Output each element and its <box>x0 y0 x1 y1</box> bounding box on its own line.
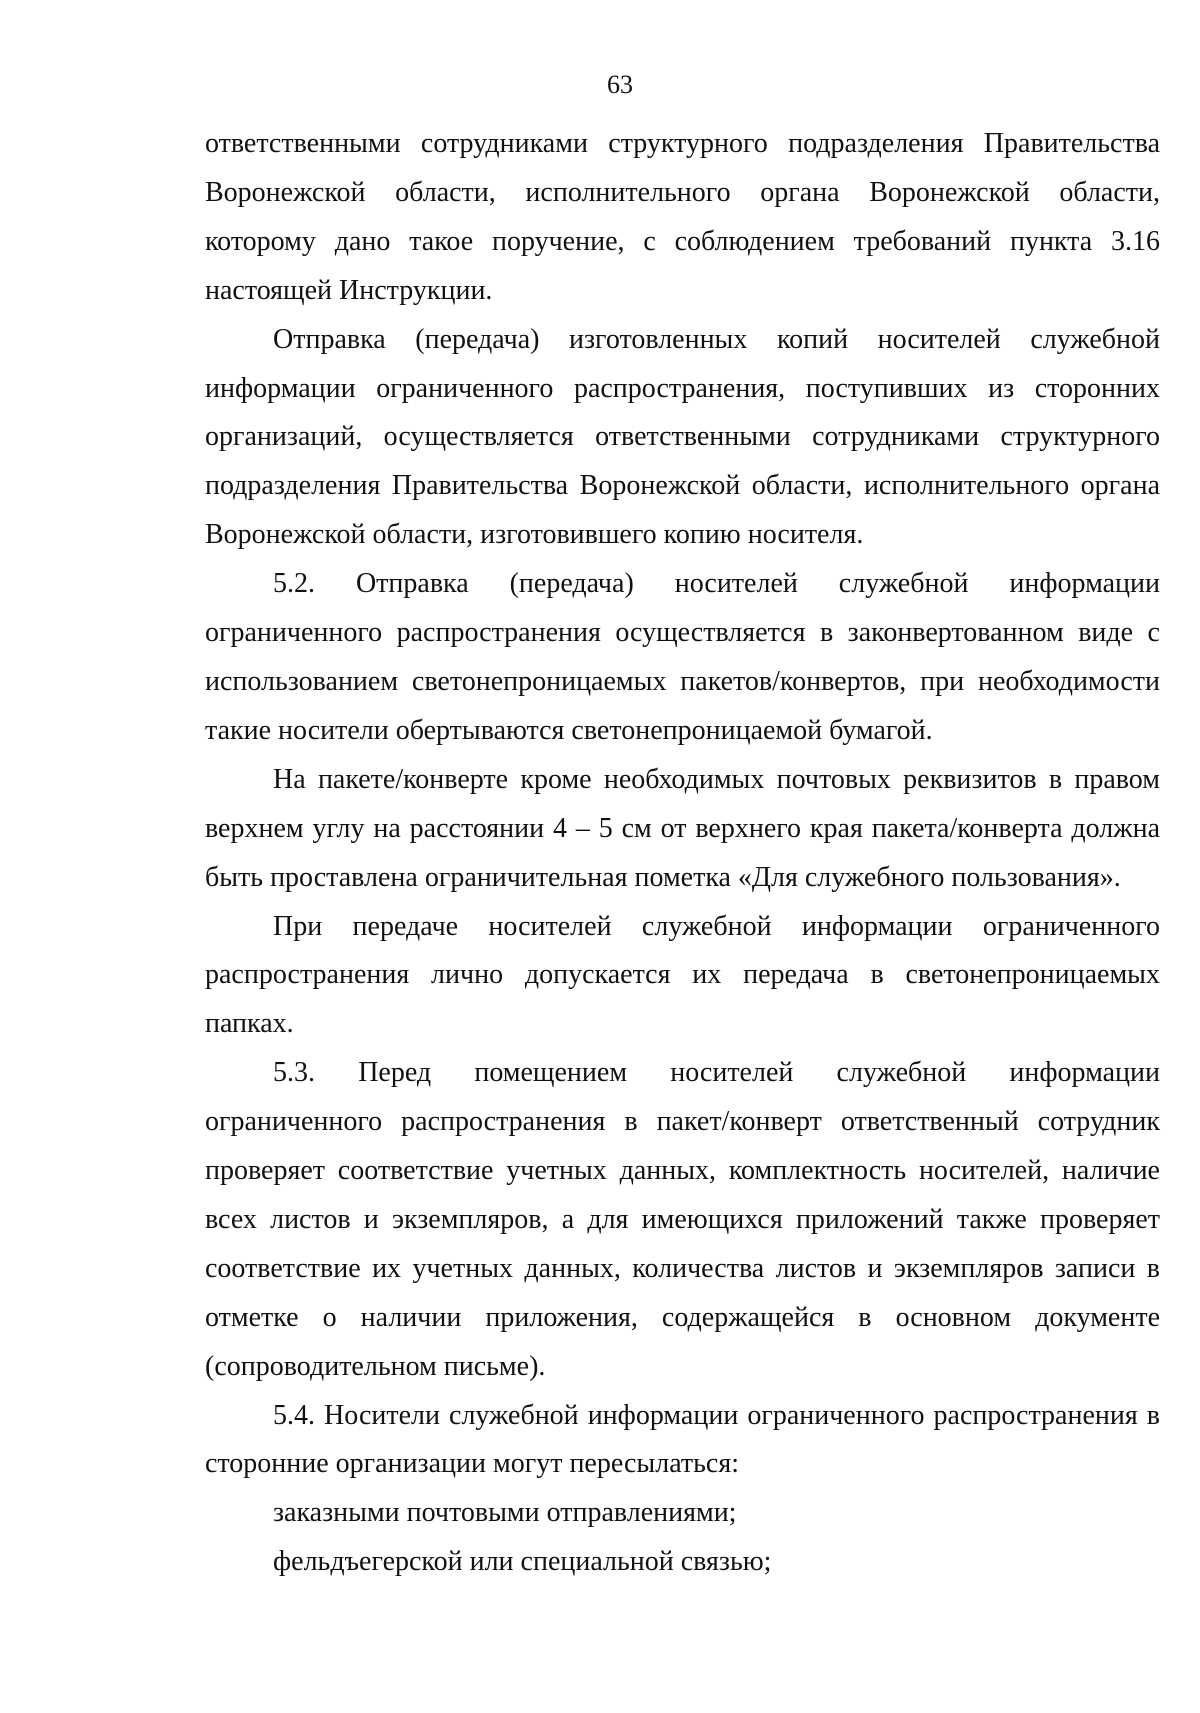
paragraph-personal-transfer: При передаче носителей служебной информации ограниченного распространения лично допускается их передача в светонепроницаемых папках. <box>205 910 1160 1040</box>
paragraph-envelope-marking: На пакете/конверте кроме необходимых почтовых реквизитов в правом верхнем углу на расстоянии 4 – 5 см от верхнего края пакета/конверта должна быть проставлена ограничительная пометка «Для служебного пользования». <box>205 763 1160 893</box>
list-item-registered-mail: заказными почтовыми отправлениями; <box>273 1497 737 1529</box>
paragraph-copy-dispatch: Отправка (передача) изготовленных копий носителей служебной информации ограниченного распространения, поступивших из сторонних организаций, осуществляется ответственными сотрудниками структурного подразделения Правительства Воронежской области, исполнительного органа Воронежской области, изготовившего копию носителя. <box>205 323 1160 551</box>
paragraph-5-2: 5.2. Отправка (передача) носителей служебной информации ограниченного распространения осуществляется в законвертованном виде с использованием светонепроницаемых пакетов/конвертов, при необходимости такие носители обертываются светонепроницаемой бумагой. <box>205 568 1160 746</box>
paragraph-continuation: ответственными сотрудниками структурного подразделения Правительства Воронежской области, исполнительного органа Воронежской области, которому дано такое поручение, с соблюдением требований пункта 3.16 настоящей Инструкции. <box>205 128 1160 306</box>
paragraph-5-4: 5.4. Носители служебной информации ограниченного распространения в сторонние организации могут пересылаться: <box>205 1399 1160 1480</box>
paragraph-5-3: 5.3. Перед помещением носителей служебной информации ограниченного распространения в пакет/конверт ответственный сотрудник проверяет соответствие учетных данных, комплектность носителей, наличие всех листов и экземпляров, а для имеющихся приложений также проверяет соответствие их учетных данных, количества листов и экземпляров записи в отметке о наличии приложения, содержащейся в основном документе (сопроводительном письме). <box>205 1057 1160 1382</box>
page-number: 63 <box>607 70 633 99</box>
list-item-courier-communication: фельдъегерской или специальной связью; <box>273 1546 772 1578</box>
document-body <box>205 120 1160 1587</box>
